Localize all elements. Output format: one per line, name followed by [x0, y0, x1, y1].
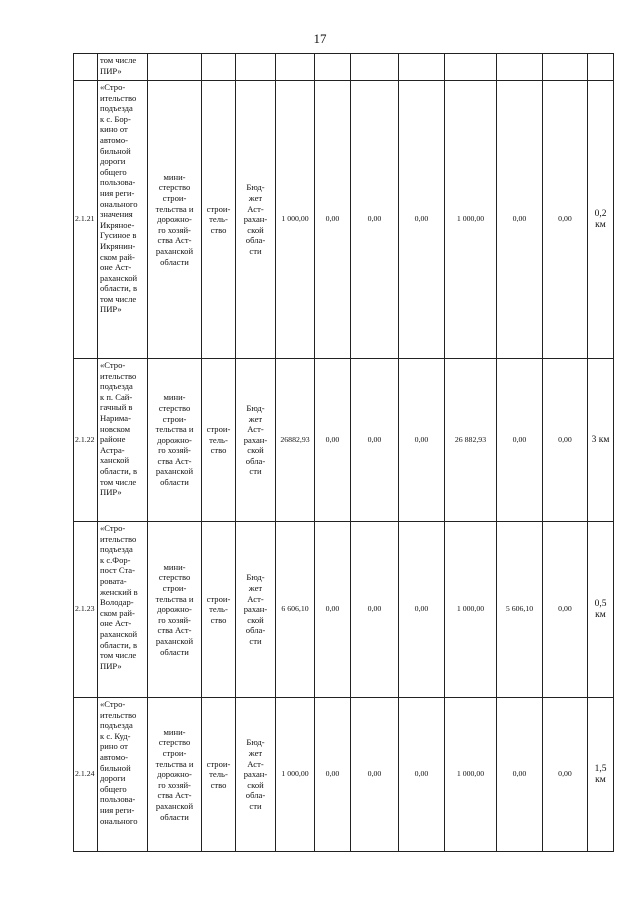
table-row [74, 359, 614, 522]
value-cell: 0,00 [497, 359, 543, 522]
work-type-cell: строи- тель- ство [202, 698, 236, 852]
table-row [74, 698, 614, 852]
value-cell: 1 000,00 [445, 698, 497, 852]
value-cell: 0,00 [399, 81, 445, 359]
value-cell: 0,00 [315, 359, 351, 522]
value-cell: 0,00 [399, 359, 445, 522]
num-cell [74, 54, 98, 81]
value-cell: 5 606,10 [497, 522, 543, 698]
total-cell: 1 000,00 [276, 81, 315, 359]
program-table [73, 53, 614, 852]
value-cell: 0,00 [315, 698, 351, 852]
table-row [74, 522, 614, 698]
source-cell: Бюд- жет Аст- рахан- ской обла- сти [236, 698, 276, 852]
object-name: «Стро- ительство подъезда к с. Куд- рино от автомо- бильной дороги общего пользова- ния реги- онального [98, 698, 148, 852]
value-cell: 0,00 [315, 522, 351, 698]
executor-cell: мини- стерство строи- тельства и дорожно- го хозяй- ства Аст- раханской области [148, 522, 202, 698]
total-cell: 6 606,10 [276, 522, 315, 698]
row-number: 2.1.22 [74, 359, 98, 522]
name-cell: том числе ПИР» [98, 54, 148, 81]
object-name: «Стро- ительство подъезда к п. Сай- гачный в Нарима- новском районе Астра- ханской области, в том числе ПИР» [98, 359, 148, 522]
value-cell: 0,00 [351, 522, 399, 698]
result-cell: 3 км [588, 359, 614, 522]
value-cell: 1 000,00 [445, 81, 497, 359]
row-number: 2.1.21 [74, 81, 98, 359]
work-type-cell: строи- тель- ство [202, 359, 236, 522]
object-name: «Стро- ительство подъезда к с. Бор- кино от автомо- бильной дороги общего пользова- ния реги- онального значения Икряное- Гусиное в Икрянин- ском рай- оне Аст- раханской области, в том числе ПИР» [98, 81, 148, 359]
executor-cell: мини- стерство строи- тельства и дорожно- го хозяй- ства Аст- раханской области [148, 698, 202, 852]
executor-cell: мини- стерство строи- тельства и дорожно- го хозяй- ства Аст- раханской области [148, 359, 202, 522]
executor-cell: мини- стерство строи- тельства и дорожно- го хозяй- ства Аст- раханской области [148, 81, 202, 359]
source-cell: Бюд- жет Аст- рахан- ской обла- сти [236, 522, 276, 698]
total-cell: 26882,93 [276, 359, 315, 522]
value-cell: 0,00 [315, 81, 351, 359]
value-cell: 0,00 [543, 522, 588, 698]
result-cell: 0,2 км [588, 81, 614, 359]
row-number: 2.1.24 [74, 698, 98, 852]
value-cell: 0,00 [543, 81, 588, 359]
table-row [74, 81, 614, 359]
value-cell: 0,00 [497, 698, 543, 852]
value-cell: 0,00 [351, 81, 399, 359]
value-cell: 0,00 [399, 522, 445, 698]
source-cell: Бюд- жет Аст- рахан- ской обла- сти [236, 359, 276, 522]
total-cell: 1 000,00 [276, 698, 315, 852]
object-name: «Стро- ительство подъезда к с.Фор- пост Ста- ровата- женский в Володар- ском рай- оне Аст- раханской области, в том числе ПИР» [98, 522, 148, 698]
value-cell: 26 882,93 [445, 359, 497, 522]
work-type-cell: строи- тель- ство [202, 81, 236, 359]
work-type-cell: строи- тель- ство [202, 522, 236, 698]
value-cell: 1 000,00 [445, 522, 497, 698]
row-number: 2.1.23 [74, 522, 98, 698]
value-cell: 0,00 [497, 81, 543, 359]
value-cell: 0,00 [351, 698, 399, 852]
value-cell: 0,00 [399, 698, 445, 852]
value-cell: 0,00 [543, 359, 588, 522]
page-number: 17 [313, 31, 327, 46]
result-cell: 1,5 км [588, 698, 614, 852]
table-row-continued [74, 54, 614, 81]
value-cell: 0,00 [543, 698, 588, 852]
result-cell: 0,5 км [588, 522, 614, 698]
source-cell: Бюд- жет Аст- рахан- ской обла- сти [236, 81, 276, 359]
value-cell: 0,00 [351, 359, 399, 522]
